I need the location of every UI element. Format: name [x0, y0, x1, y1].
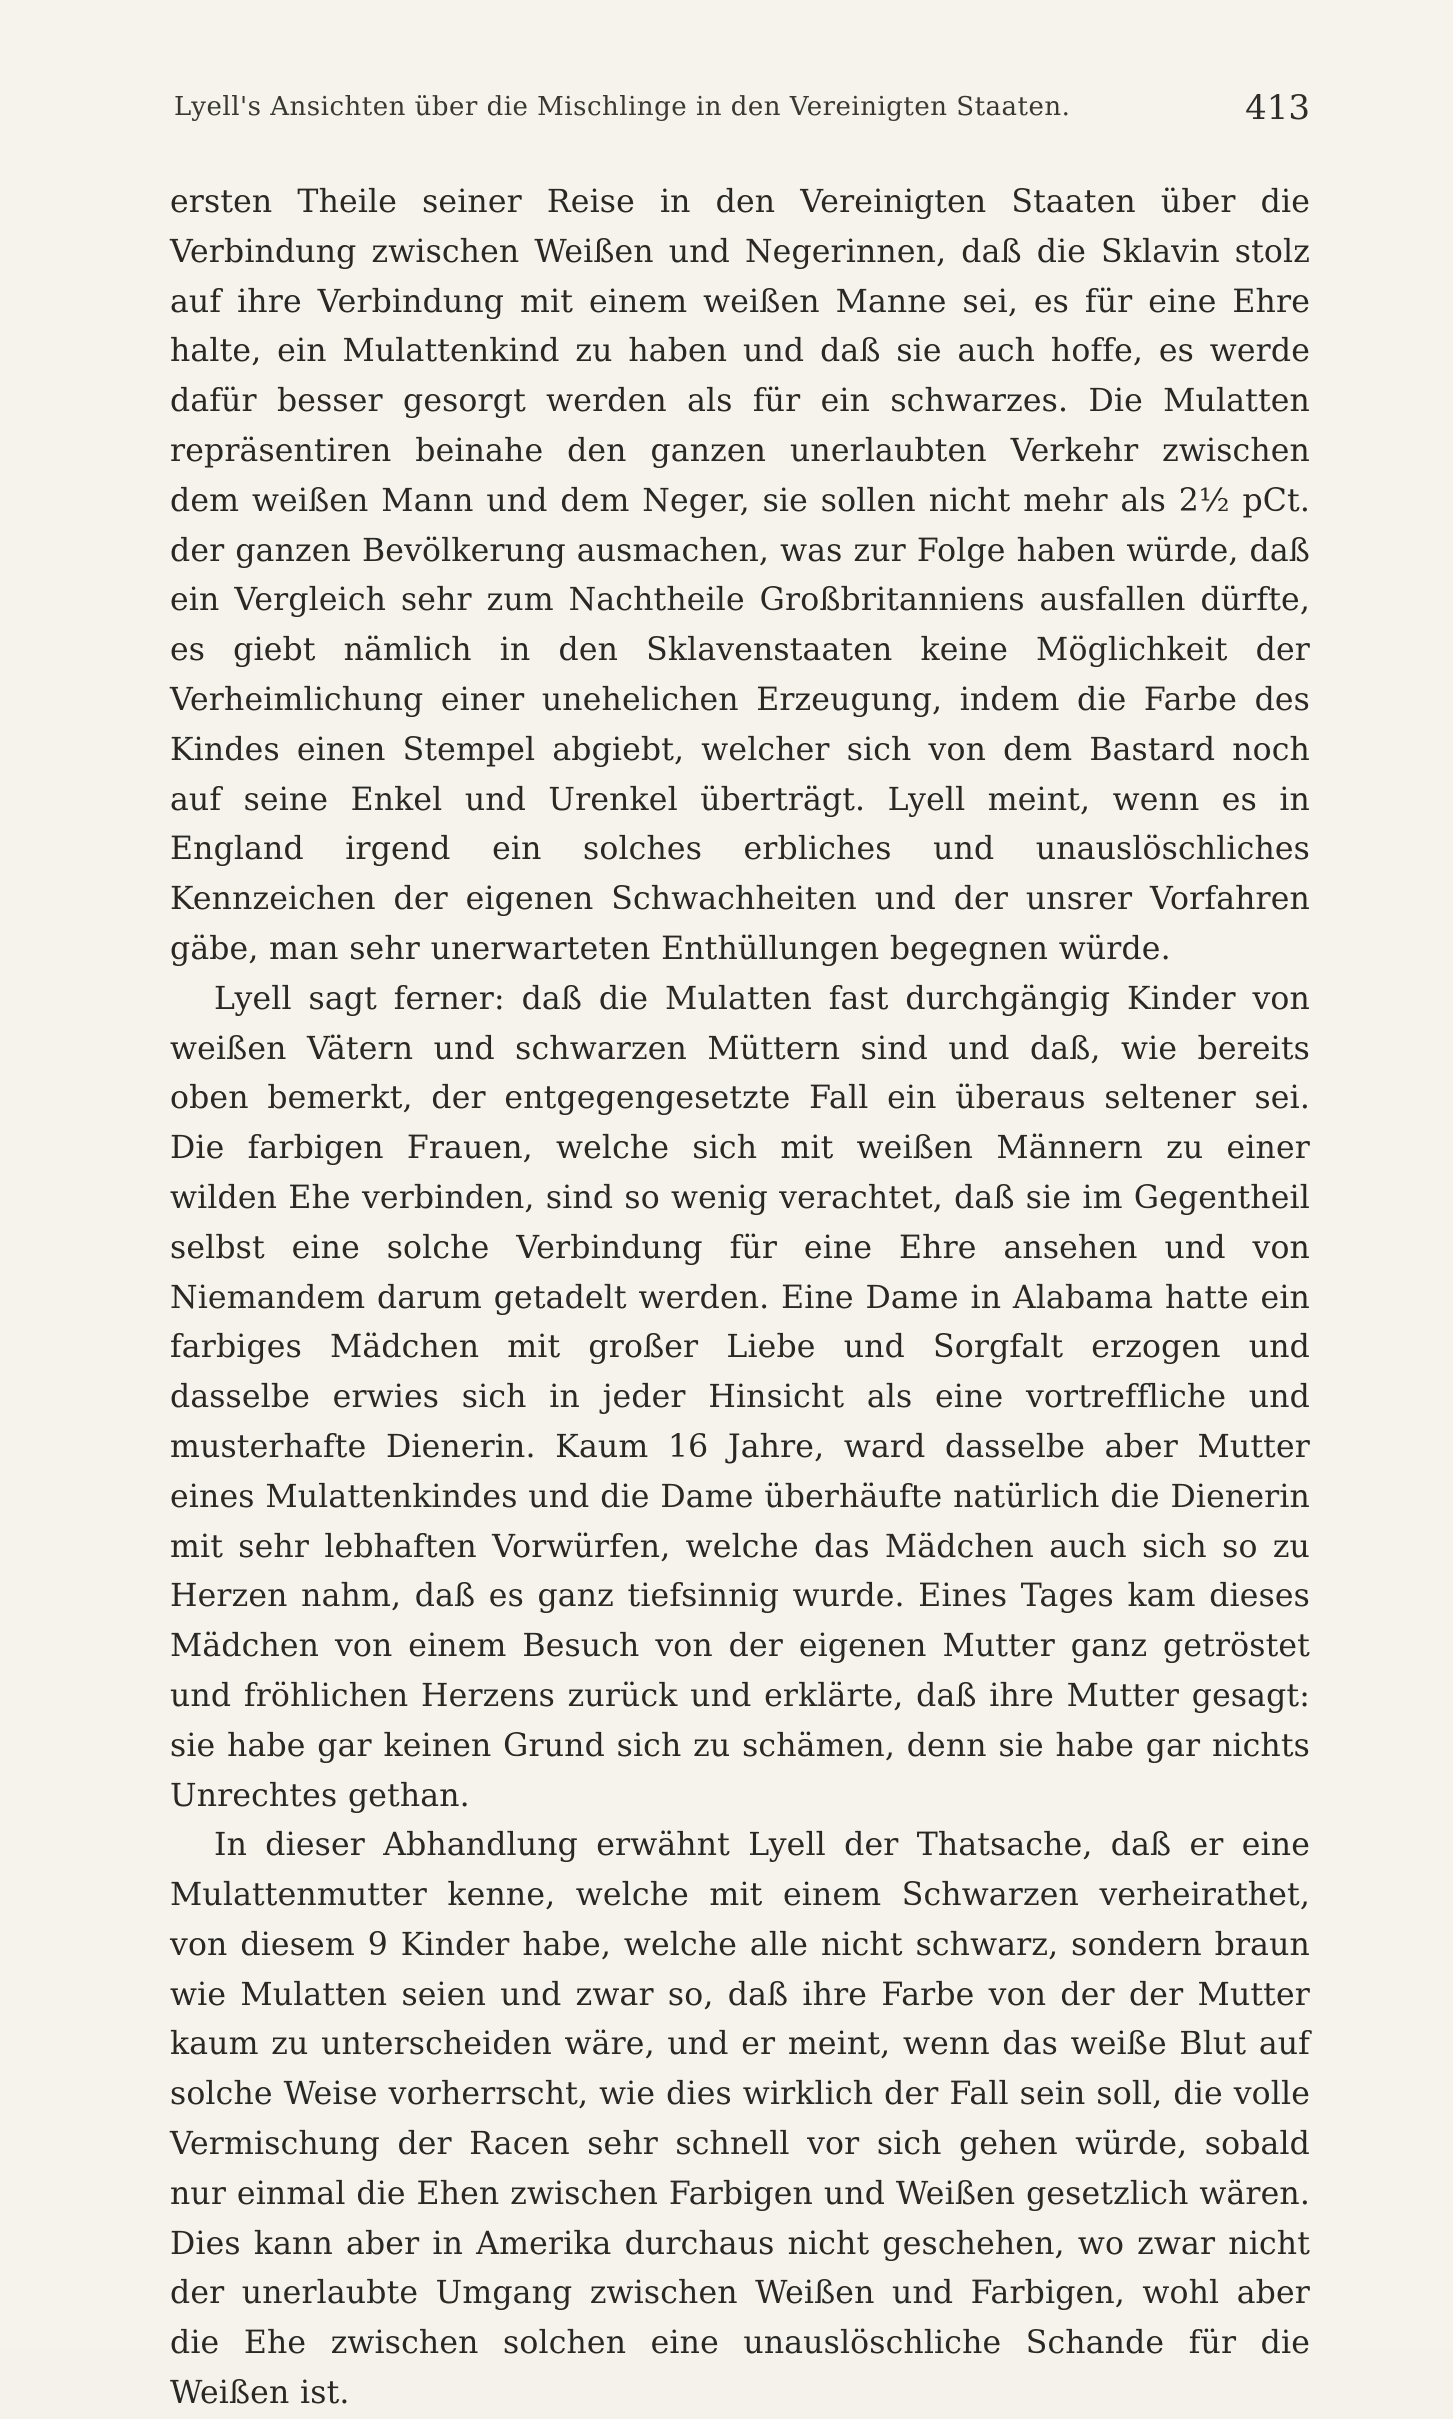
- page-number: 413: [1245, 88, 1310, 128]
- paragraph: In dieser Abhandlung erwähnt Lyell der Thatsache, daß er eine Mulattenmutter kenne, welche mit einem Schwarzen verheirathet, von diesem 9 Kinder habe, welche alle nicht schwarz, sondern braun wie Mulatten seien und zwar so, daß ihre Farbe von der der Mutter kaum zu unterscheiden wäre, und er meint, wenn das weiße Blut auf solche Weise vorherrscht, wie dies wirklich der Fall sein soll, die volle Vermischung der Racen sehr schnell vor sich gehen würde, sobald nur einmal die Ehen zwischen Farbigen und Weißen gesetzlich wären. Dies kann aber in Amerika durchaus nicht geschehen, wo zwar nicht der unerlaubte Umgang zwischen Weißen und Farbigen, wohl aber die Ehe zwischen solchen eine unauslöschliche Schande für die Weißen ist.: [170, 1827, 1310, 2412]
- running-title: Lyell's Ansichten über die Mischlinge in den Vereinigten Staaten.: [174, 92, 1071, 122]
- paragraph: Lyell sagt ferner: daß die Mulatten fast durchgängig Kinder von weißen Vätern und schwarzen Müttern sind und daß, wie bereits oben bemerkt, der entgegengesetzte Fall ein überaus seltener sei. Die farbigen Frauen, welche sich mit weißen Männern zu einer wilden Ehe verbinden, sind so wenig verachtet, daß sie im Gegentheil selbst eine solche Verbindung für eine Ehre ansehen und von Niemandem darum getadelt werden. Eine Dame in Alabama hatte ein farbiges Mädchen mit großer Liebe und Sorgfalt erzogen und dasselbe erwies sich in jeder Hinsicht als eine vortreffliche und musterhafte Dienerin. Kaum 16 Jahre, ward dasselbe aber Mutter eines Mulattenkindes und die Dame überhäufte natürlich die Dienerin mit sehr lebhaften Vorwürfen, welche das Mädchen auch sich so zu Herzen nahm, daß es ganz tiefsinnig wurde. Eines Tages kam dieses Mädchen von einem Besuch von der eigenen Mutter ganz getröstet und fröhlichen Herzens zurück und erklärte, daß ihre Mutter gesagt: sie habe gar keinen Grund sich zu schämen, denn sie habe gar nichts Unrechtes gethan.: [170, 980, 1310, 1814]
- paragraph: ersten Theile seiner Reise in den Vereinigten Staaten über die Verbindung zwischen Weißen und Negerinnen, daß die Sklavin stolz auf ihre Verbindung mit einem weißen Manne sei, es für eine Ehre halte, ein Mulattenkind zu haben und daß sie auch hoffe, es werde dafür besser gesorgt werden als für ein schwarzes. Die Mulatten repräsentiren beinahe den ganzen unerlaubten Verkehr zwischen dem weißen Mann und dem Neger, sie sollen nicht mehr als 2½ pCt. der ganzen Bevölkerung ausmachen, was zur Folge haben würde, daß ein Vergleich sehr zum Nachtheile Großbritanniens ausfallen dürfte, es giebt nämlich in den Sklavenstaaten keine Möglichkeit der Verheimlichung einer unehelichen Erzeugung, indem die Farbe des Kindes einen Stempel abgiebt, welcher sich von dem Bastard noch auf seine Enkel und Urenkel überträgt. Lyell meint, wenn es in England irgend ein solches erbliches und unauslöschliches Kennzeichen der eigenen Schwachheiten und der unsrer Vorfahren gäbe, man sehr unerwarteten Enthüllungen begegnen würde.: [170, 184, 1310, 967]
- body-text: [170, 178, 1310, 2419]
- running-header: [170, 88, 1310, 152]
